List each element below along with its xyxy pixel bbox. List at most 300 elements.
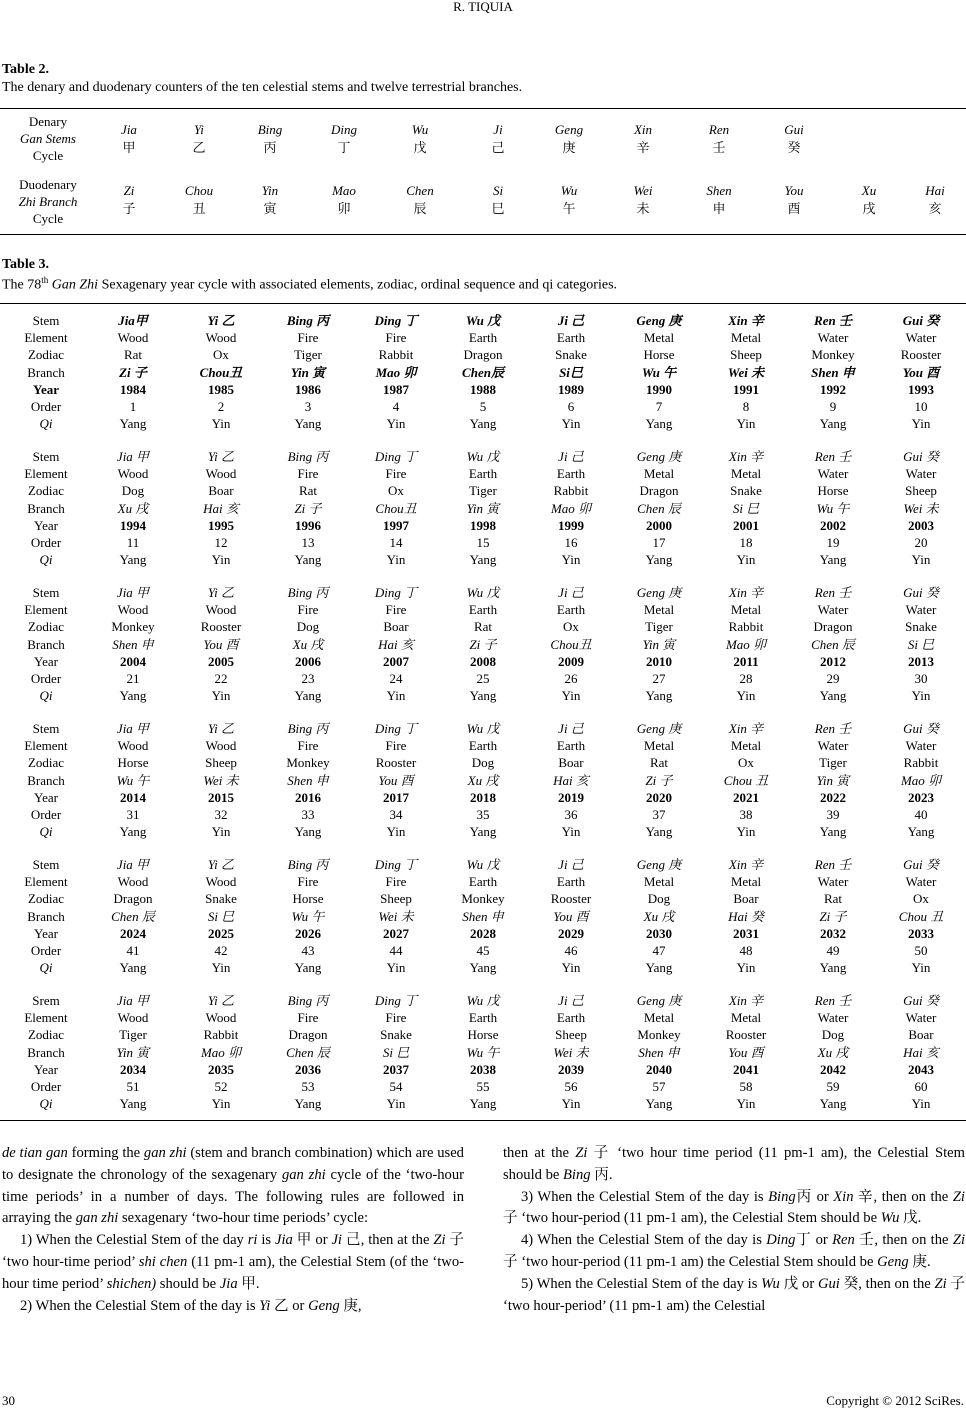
year-column <box>88 992 178 1112</box>
row-label: Element <box>24 738 68 754</box>
table-cell: 2036 <box>295 1061 321 1077</box>
table3-bottom-rule <box>0 1120 966 1121</box>
table-cell: Tiger <box>119 1027 147 1043</box>
table-cell: Si 巳 <box>732 500 760 516</box>
row-label: Zodiac <box>27 755 65 771</box>
table-cell: 27 <box>652 671 666 687</box>
row-label: Branch <box>27 1044 65 1060</box>
table-cell: 2018 <box>470 789 496 805</box>
year-column <box>876 720 966 840</box>
table-cell: 42 <box>214 943 228 959</box>
branch-cell: Xu 戌 <box>861 183 877 216</box>
table-cell: Water <box>905 466 937 482</box>
row-label: Order <box>30 399 62 415</box>
table-cell: Earth <box>556 602 586 618</box>
table-cell: Mao 卯 <box>550 500 592 516</box>
table-cell: Wood <box>205 1010 237 1026</box>
table-cell: Yin <box>911 416 931 432</box>
table-cell: Si巳 <box>559 364 583 380</box>
table-cell: 34 <box>389 807 403 823</box>
table-cell: You 酉 <box>553 908 589 924</box>
table-cell: Ji 己 <box>558 993 584 1008</box>
table-cell: Xu 戌 <box>292 636 324 652</box>
table-cell: Ji 己 <box>558 449 584 464</box>
table-cell: 21 <box>126 671 140 687</box>
year-column <box>788 312 878 432</box>
table-cell: Jia 甲 <box>116 721 150 736</box>
table-cell: 41 <box>126 943 140 959</box>
table-cell: Ding 丁 <box>374 313 418 328</box>
table-cell: Yang <box>469 552 497 568</box>
year-column <box>701 720 791 840</box>
row-label: Stem <box>32 449 60 464</box>
table-cell: 2004 <box>120 653 146 669</box>
table-cell: 54 <box>389 1079 403 1095</box>
table-cell: Earth <box>556 874 586 890</box>
row-label: Branch <box>27 636 65 652</box>
table-cell: Chou 丑 <box>723 772 769 788</box>
stem-cell: Gui 癸 <box>784 122 804 155</box>
table-cell: Horse <box>117 755 149 771</box>
table-cell: Earth <box>468 874 498 890</box>
table-cell: Metal <box>730 874 762 890</box>
table-cell: 49 <box>826 943 840 959</box>
table-cell: 56 <box>564 1079 578 1095</box>
table-cell: Wei 未 <box>553 1044 589 1060</box>
table-cell: Chen 辰 <box>811 636 855 652</box>
table-cell: 2023 <box>908 789 934 805</box>
table2-title: Table 2. <box>2 62 49 77</box>
row-label: Zodiac <box>27 1027 65 1043</box>
table-cell: Earth <box>468 466 498 482</box>
row-label: Stem <box>32 857 60 872</box>
table-cell: 20 <box>914 535 928 551</box>
table-cell: Wei 未 <box>203 772 239 788</box>
year-column <box>526 992 616 1112</box>
table-cell: 8 <box>742 399 750 415</box>
year-column <box>788 448 878 568</box>
table-cell: Bing 丙 <box>287 585 329 600</box>
table-cell: Tiger <box>819 755 847 771</box>
table-cell: Ding 丁 <box>374 449 418 464</box>
table-cell: Zi 子 <box>119 364 147 380</box>
branch-cell: Zi 子 <box>122 183 136 216</box>
year-block <box>0 312 966 438</box>
table-cell: Rooster <box>725 1027 767 1043</box>
table-cell: 1986 <box>295 381 321 397</box>
table-cell: Dragon <box>813 619 853 635</box>
table-cell: Yin <box>386 688 406 704</box>
table-cell: Earth <box>556 466 586 482</box>
table-cell: Yi 乙 <box>207 585 235 600</box>
branch-cell: Hai 亥 <box>925 183 945 216</box>
table-cell: Yin <box>561 416 581 432</box>
table-cell: Chen 辰 <box>286 1044 330 1060</box>
table-cell: Chou丑 <box>199 364 243 380</box>
table-cell: 2005 <box>208 653 234 669</box>
year-column <box>351 856 441 976</box>
table-cell: Jia 甲 <box>116 857 150 872</box>
year-column <box>438 992 528 1112</box>
table-cell: Water <box>905 874 937 890</box>
year-column <box>176 312 266 432</box>
stem-cell: Ji 己 <box>491 122 505 155</box>
row-label: Branch <box>27 500 65 516</box>
table-cell: Metal <box>730 738 762 754</box>
year-column <box>701 448 791 568</box>
page-number: 30 <box>2 1393 15 1408</box>
row-label: Qi <box>39 552 53 568</box>
table-cell: 6 <box>567 399 575 415</box>
year-column <box>351 720 441 840</box>
row-label: Year <box>34 925 58 941</box>
table-cell: 2037 <box>383 1061 409 1077</box>
table-cell: Bing 丙 <box>286 313 330 328</box>
table-cell: Ding 丁 <box>374 585 418 600</box>
table-cell: Fire <box>385 466 407 482</box>
table-cell: Ren 壬 <box>814 313 852 328</box>
table-cell: Horse <box>292 891 324 907</box>
table-cell: Shen 申 <box>638 1044 680 1060</box>
table-cell: Fire <box>385 330 407 346</box>
year-column <box>614 584 704 704</box>
table-cell: Yang <box>294 552 322 568</box>
row-label: Qi <box>39 416 53 432</box>
table-cell: 19 <box>826 535 840 551</box>
body-paragraph: 4) When the Celestial Stem of the day is Ding丁 or Ren 壬, then on the Zi 子 ‘two hour-period (11 pm-1 am) the Celestial Stem should be Geng 庚. <box>503 1232 965 1270</box>
table-cell: Snake <box>555 347 587 363</box>
year-column <box>526 584 616 704</box>
table-cell: Ji 己 <box>558 585 584 600</box>
table-cell: 29 <box>826 671 840 687</box>
table-cell: Water <box>905 602 937 618</box>
table-cell: 2038 <box>470 1061 496 1077</box>
table-cell: Yang <box>819 688 847 704</box>
table-cell: 2024 <box>120 925 146 941</box>
body-paragraph: 3) When the Celestial Stem of the day is Bing丙 or Xin 辛, then on the Zi 子 ‘two hour-period (11 pm-1 am), the Celestial Stem should be Wu 戊. <box>503 1188 965 1227</box>
year-block <box>0 992 966 1118</box>
table-cell: Ox <box>213 347 229 363</box>
table-cell: Ji 己 <box>558 721 584 736</box>
table-cell: Yin <box>386 416 406 432</box>
table-cell: Gui 癸 <box>903 857 939 872</box>
branch-cell: Yin 寅 <box>261 183 279 216</box>
year-column <box>788 856 878 976</box>
table-cell: 2029 <box>558 925 584 941</box>
table-cell: 2026 <box>295 925 321 941</box>
table-cell: Yin <box>211 1096 231 1112</box>
table-cell: 57 <box>652 1079 666 1095</box>
year-column <box>701 584 791 704</box>
table-cell: 23 <box>301 671 315 687</box>
year-column <box>351 584 441 704</box>
table-cell: Geng 庚 <box>636 721 682 736</box>
table-cell: 2017 <box>383 789 409 805</box>
table-cell: Wood <box>117 874 149 890</box>
table-cell: Chou丑 <box>375 500 417 516</box>
row-label: Branch <box>27 908 65 924</box>
table-cell: 2040 <box>646 1061 672 1077</box>
table-cell: 11 <box>126 535 140 551</box>
table-cell: 48 <box>739 943 753 959</box>
table-cell: 1 <box>129 399 137 415</box>
table-cell: Earth <box>556 1010 586 1026</box>
table-cell: 55 <box>476 1079 490 1095</box>
table-cell: Mao 卯 <box>900 772 942 788</box>
table-cell: Ding 丁 <box>374 721 418 736</box>
table-cell: Xin 辛 <box>728 449 764 464</box>
year-column <box>88 720 178 840</box>
table-cell: Yin <box>736 960 756 976</box>
table-cell: 44 <box>389 943 403 959</box>
table-cell: 2033 <box>908 925 934 941</box>
table-cell: Hai 亥 <box>378 636 414 652</box>
table-cell: 2022 <box>820 789 846 805</box>
year-column <box>351 448 441 568</box>
table-cell: Bing 丙 <box>287 993 329 1008</box>
table-cell: Water <box>817 738 849 754</box>
row-label: Order <box>30 943 62 959</box>
table-cell: Wood <box>205 330 237 346</box>
table-cell: Jia甲 <box>118 313 148 328</box>
table-cell: Yang <box>294 1096 322 1112</box>
row-label: Branch <box>27 364 65 380</box>
table-cell: Ox <box>563 619 579 635</box>
year-column <box>438 856 528 976</box>
year-column <box>438 584 528 704</box>
table-cell: Snake <box>205 891 237 907</box>
year-column <box>701 312 791 432</box>
table-cell: Water <box>817 874 849 890</box>
table-cell: 1997 <box>383 517 409 533</box>
year-column <box>526 312 616 432</box>
table-cell: Wood <box>117 738 149 754</box>
row-label: Year <box>34 789 58 805</box>
table-cell: Yin 寅 <box>642 636 676 652</box>
duodenary-row <box>0 176 966 234</box>
body-left-column <box>2 1143 464 1317</box>
table-cell: Zi 子 <box>294 500 322 516</box>
year-column <box>526 448 616 568</box>
table-cell: Boar <box>908 1027 934 1043</box>
year-column <box>263 720 353 840</box>
branch-cell: Shen 申 <box>706 183 732 216</box>
table-cell: Hai 癸 <box>728 908 764 924</box>
table-cell: 1992 <box>820 381 846 397</box>
table-cell: 2034 <box>120 1061 146 1077</box>
table-cell: Yin <box>911 688 931 704</box>
table-cell: 2000 <box>646 517 672 533</box>
table-cell: Yang <box>645 688 673 704</box>
row-label: Stem <box>32 721 60 736</box>
year-column <box>526 720 616 840</box>
table-cell: Yang <box>119 552 147 568</box>
table-cell: Monkey <box>286 755 330 771</box>
table-cell: Dog <box>647 891 671 907</box>
table-cell: 2007 <box>383 653 409 669</box>
year-column <box>263 856 353 976</box>
year-column <box>614 856 704 976</box>
table-cell: Gui 癸 <box>903 993 939 1008</box>
table-cell: Geng 庚 <box>636 449 682 464</box>
table-cell: 58 <box>739 1079 753 1095</box>
table-cell: Chou 丑 <box>898 908 944 924</box>
table-cell: Yin <box>561 960 581 976</box>
body-right-column <box>503 1143 965 1317</box>
table-cell: Yin <box>736 688 756 704</box>
body-paragraph: 5) When the Celestial Stem of the day is Wu 戊 or Gui 癸, then on the Zi 子 ‘two hour-period’ (11 pm-1 am) the Celestial <box>503 1275 965 1314</box>
branch-cell: You 酉 <box>784 183 804 216</box>
table-cell: Sheep <box>205 755 237 771</box>
table-cell: Yi 乙 <box>207 313 235 328</box>
table-cell: Earth <box>556 738 586 754</box>
table-cell: Wu 戊 <box>466 993 500 1008</box>
year-column <box>88 312 178 432</box>
table-cell: 2011 <box>733 653 759 669</box>
table-cell: Wu 戊 <box>466 721 500 736</box>
table-cell: Rooster <box>375 755 417 771</box>
table-cell: Earth <box>556 330 586 346</box>
table-cell: 2021 <box>733 789 759 805</box>
table-cell: Water <box>817 1010 849 1026</box>
table-cell: Jia 甲 <box>116 449 150 464</box>
table-cell: Water <box>817 330 849 346</box>
table-cell: Xin 辛 <box>728 585 764 600</box>
table-cell: Yang <box>819 960 847 976</box>
table-cell: Wood <box>117 602 149 618</box>
table-cell: Yang <box>819 416 847 432</box>
year-column <box>88 448 178 568</box>
table-cell: Yin <box>911 960 931 976</box>
table-cell: 15 <box>476 535 490 551</box>
table-cell: Ding 丁 <box>374 857 418 872</box>
row-label: Element <box>24 330 68 346</box>
table-cell: 2003 <box>908 517 934 533</box>
table-cell: Geng 庚 <box>636 313 682 328</box>
table-cell: Yang <box>645 552 673 568</box>
table-cell: Yang <box>819 824 847 840</box>
table-cell: Wu 戊 <box>466 857 500 872</box>
table-cell: Bing 丙 <box>287 857 329 872</box>
table-cell: Monkey <box>461 891 505 907</box>
table-cell: Monkey <box>111 619 155 635</box>
table-cell: Yin <box>211 552 231 568</box>
running-title: R. TIQUIA <box>453 0 513 14</box>
table-cell: Wu 午 <box>466 1044 500 1060</box>
table-cell: Wei 未 <box>378 908 414 924</box>
table-cell: Sheep <box>730 347 762 363</box>
table-cell: Earth <box>468 330 498 346</box>
table-cell: Rat <box>649 755 669 771</box>
table-cell: You 酉 <box>902 364 940 380</box>
table-cell: Horse <box>817 483 849 499</box>
table-cell: Wu 午 <box>116 772 150 788</box>
year-column <box>876 448 966 568</box>
table-cell: Wood <box>117 1010 149 1026</box>
table-cell: 47 <box>652 943 666 959</box>
table-cell: Ox <box>738 755 754 771</box>
table-cell: 1991 <box>733 381 759 397</box>
row-labels <box>6 856 86 976</box>
table-cell: 1993 <box>908 381 934 397</box>
row-label: Stem <box>32 585 60 600</box>
table-cell: Metal <box>643 330 675 346</box>
table-cell: Yang <box>469 1096 497 1112</box>
table-cell: Xu 戌 <box>467 772 499 788</box>
year-column <box>876 856 966 976</box>
year-column <box>351 992 441 1112</box>
table-cell: Zi 子 <box>819 908 847 924</box>
table3-description: The 78th Gan Zhi Sexagenary year cycle with associated elements, zodiac, ordinal sequence and qi categories. <box>2 275 618 293</box>
table-cell: Yin <box>211 824 231 840</box>
table-cell: Yin <box>561 1096 581 1112</box>
table-cell: Rabbit <box>728 619 764 635</box>
table-cell: You 酉 <box>203 636 239 652</box>
table-cell: Fire <box>385 874 407 890</box>
table-cell: 1998 <box>470 517 496 533</box>
table-cell: Wu 戊 <box>465 313 501 328</box>
table-cell: 39 <box>826 807 840 823</box>
table-cell: 1996 <box>295 517 321 533</box>
table-cell: Xu 戌 <box>817 1044 849 1060</box>
table-cell: Hai 亥 <box>203 500 239 516</box>
row-labels <box>6 584 86 704</box>
table2-bottom-rule <box>0 234 966 235</box>
table-cell: Rooster <box>900 347 942 363</box>
table-cell: Ding 丁 <box>374 993 418 1008</box>
table-cell: 40 <box>914 807 928 823</box>
table-cell: Wu 戊 <box>466 449 500 464</box>
table-cell: Earth <box>468 602 498 618</box>
table-cell: Yi 乙 <box>207 721 235 736</box>
row-label: Order <box>30 1079 62 1095</box>
table-cell: 1995 <box>208 517 234 533</box>
year-column <box>614 720 704 840</box>
row-label: Year <box>34 653 58 669</box>
table-cell: 18 <box>739 535 753 551</box>
table-cell: Mao 卯 <box>375 364 417 380</box>
table-cell: Dragon <box>288 1027 328 1043</box>
stem-cell: Bing 丙 <box>257 122 283 155</box>
table-cell: 1988 <box>470 381 496 397</box>
row-label: Srem <box>32 993 60 1008</box>
table-cell: Water <box>905 330 937 346</box>
table-cell: Sheep <box>380 891 412 907</box>
table-cell: Yin <box>386 1096 406 1112</box>
table-cell: Zi 子 <box>469 636 497 652</box>
table-cell: Wei 未 <box>727 364 765 380</box>
table-cell: Xin 辛 <box>728 857 764 872</box>
table-cell: 2035 <box>208 1061 234 1077</box>
table-cell: 13 <box>301 535 315 551</box>
table-cell: 5 <box>479 399 487 415</box>
table-cell: Yi 乙 <box>207 993 235 1008</box>
year-column <box>876 992 966 1112</box>
table-cell: Yin <box>736 416 756 432</box>
year-column <box>263 312 353 432</box>
table-cell: Snake <box>905 619 937 635</box>
table-cell: Si 巳 <box>207 908 235 924</box>
table-cell: Rat <box>823 891 843 907</box>
table-cell: Earth <box>468 738 498 754</box>
table-cell: Geng 庚 <box>636 857 682 872</box>
table-cell: Fire <box>297 738 319 754</box>
row-label: Element <box>24 1010 68 1026</box>
row-label: Element <box>24 874 68 890</box>
table-cell: Ji 己 <box>558 857 584 872</box>
year-block <box>0 448 966 574</box>
year-column <box>788 992 878 1112</box>
